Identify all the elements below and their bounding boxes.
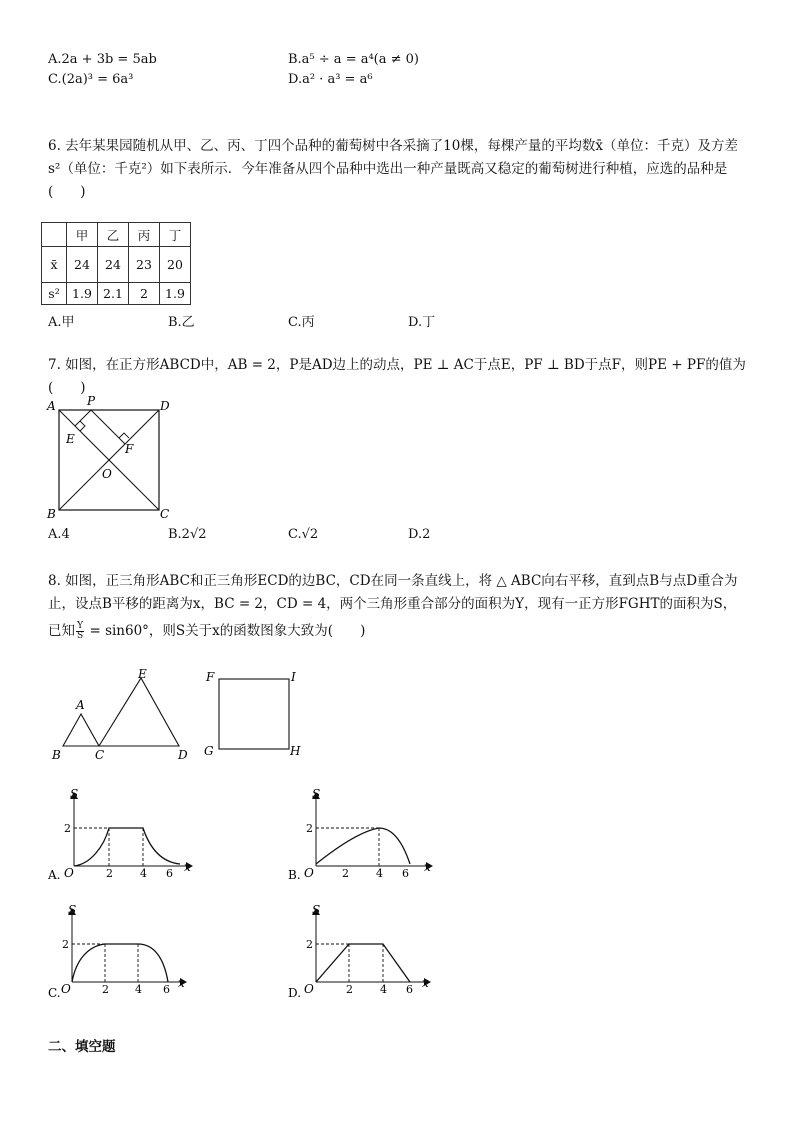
table-header-cell: 甲	[67, 223, 98, 247]
label-p: P	[87, 394, 96, 408]
y-axis-label: S	[68, 903, 77, 917]
label-h: H	[290, 744, 301, 758]
table-cell: 1.9	[67, 283, 98, 305]
label-e: E	[66, 432, 75, 446]
right-angle-mark-f	[119, 433, 129, 438]
segment-pf	[91, 410, 125, 444]
origin-label: O	[304, 982, 314, 996]
table-cell: 1.9	[160, 283, 191, 305]
graph-option-label: A.	[48, 868, 61, 882]
label-g: G	[204, 744, 214, 758]
table-cell: 24	[98, 247, 129, 283]
label-o: O	[102, 467, 112, 481]
x-tick-label: 6	[402, 867, 409, 880]
x-tick-label: 4	[140, 867, 147, 880]
q8-text-line1: 8. 如图，正三角形ABC和正三角形ECD的边BC，CD在同一条直线上，将 △ ABC向右平移，直到点B与点D重合为	[48, 573, 738, 589]
y-tick-label: 2	[64, 822, 71, 835]
origin-label: O	[304, 866, 314, 880]
q7-option-b: B.2√2	[168, 527, 207, 542]
graph-d-line	[316, 944, 410, 982]
x-tick-label: 4	[135, 983, 142, 996]
q7-option-a: A.4	[48, 527, 70, 542]
label-d: D	[160, 399, 170, 413]
graph-a-curve	[74, 828, 180, 866]
label-c: C	[95, 748, 105, 762]
q7-text: 7. 如图，在正方形ABCD中，AB = 2，P是AD边上的动点，PE ⊥ AC于点E，PF ⊥ BD于点F，则PE + PF的值为( )	[48, 357, 746, 396]
label-c: C	[160, 507, 170, 521]
origin-label: O	[61, 982, 71, 996]
label-i: I	[291, 670, 296, 684]
y-tick-label: 2	[62, 938, 69, 951]
q5-option-c: C.(2a)³ = 6a³	[48, 72, 134, 87]
section-title: 二、填空题	[48, 1039, 116, 1055]
q8-triangles-figure	[46, 664, 196, 764]
q6-option-a: A.甲	[48, 315, 75, 330]
x-tick-label: 2	[346, 983, 353, 996]
x-tick-label: 6	[406, 983, 413, 996]
fraction-denominator: S	[77, 631, 84, 641]
x-tick-label: 6	[166, 867, 173, 880]
table-cell: 2	[129, 283, 160, 305]
label-e: E	[138, 667, 147, 681]
table-cell: x̄	[42, 247, 67, 283]
triangle-abc	[63, 714, 99, 746]
origin-label: O	[64, 866, 74, 880]
right-angle-mark-e	[80, 421, 85, 431]
graph-option-a	[46, 784, 206, 884]
graph-b-curve	[316, 828, 410, 864]
q7-option-c: C.√2	[288, 527, 319, 542]
q6-text: 6. 去年某果园随机从甲、乙、丙、丁四个品种的葡萄树中各采摘了10棵，每棵产量的平均数x̄（单位：千克）及方差s²（单位：千克²）如下表所示．今年准备从四个品种中选出一种产量既高又稳定的葡萄树进行种植，应选的品种是( )	[48, 138, 738, 200]
triangle-ecd	[99, 678, 179, 746]
label-f: F	[125, 442, 134, 456]
y-axis-label: S	[70, 787, 79, 801]
graph-option-d	[286, 900, 446, 1000]
table-cell: 2.1	[98, 283, 129, 305]
x-tick-label: 4	[380, 983, 387, 996]
q8-text-prefix: 已知	[48, 623, 75, 639]
graph-option-b	[286, 784, 446, 884]
q6-option-d: D.丁	[408, 315, 436, 330]
table-cell: 24	[67, 247, 98, 283]
table-cell: s²	[42, 283, 67, 305]
label-f: F	[206, 670, 215, 684]
x-tick-label: 4	[376, 867, 383, 880]
label-d: D	[178, 748, 188, 762]
label-b: B	[52, 748, 61, 762]
q7-square-figure	[44, 394, 184, 522]
q5-option-a: A.2a + 3b = 5ab	[48, 52, 157, 67]
x-tick-label: 2	[106, 867, 113, 880]
x-tick-label: 2	[342, 867, 349, 880]
x-axis-label: x	[422, 976, 429, 990]
table-cell: 23	[129, 247, 160, 283]
x-axis-label: x	[424, 860, 431, 874]
graph-option-c	[46, 900, 206, 1000]
x-axis-label: x	[178, 976, 185, 990]
table-header-cell	[42, 223, 67, 247]
table-header-cell: 丙	[129, 223, 160, 247]
fraction-numerator: Y	[77, 621, 84, 631]
q5-option-b: B.a⁵ ÷ a = a⁴(a ≠ 0)	[288, 52, 419, 67]
q8-square-figure	[200, 666, 310, 766]
label-a: A	[47, 399, 56, 413]
x-axis-label: x	[184, 860, 191, 874]
graph-option-label: C.	[48, 986, 61, 1000]
label-b: B	[47, 507, 56, 521]
graph-option-label: D.	[288, 986, 302, 1000]
square-fghi	[219, 679, 289, 749]
q5-option-d: D.a² · a³ = a⁶	[288, 72, 373, 87]
x-tick-label: 2	[102, 983, 109, 996]
y-axis-label: S	[312, 903, 321, 917]
fraction-y-over-s	[76, 622, 84, 641]
y-tick-label: 2	[306, 822, 313, 835]
y-axis-label: S	[312, 787, 321, 801]
x-tick-label: 6	[163, 983, 170, 996]
table-cell: 20	[160, 247, 191, 283]
graph-c-curve	[72, 944, 168, 982]
label-a: A	[76, 698, 85, 712]
q8-text-suffix: = sin60°，则S关于x的函数图象大致为( )	[85, 623, 366, 639]
table-header-cell: 乙	[98, 223, 129, 247]
y-tick-label: 2	[306, 938, 313, 951]
table-header-cell: 丁	[160, 223, 191, 247]
q6-data-table	[41, 222, 191, 305]
graph-option-label: B.	[288, 868, 301, 882]
q8-text-line3	[48, 620, 365, 643]
q6-option-b: B.乙	[168, 315, 195, 330]
q8-text-line2: 止，设点B平移的距离为x，BC = 2，CD = 4，两个三角形重合部分的面积为Y，现有一正方形FGHT的面积为S，	[48, 596, 737, 612]
q7-option-d: D.2	[408, 527, 431, 542]
q6-option-c: C.丙	[288, 315, 315, 330]
